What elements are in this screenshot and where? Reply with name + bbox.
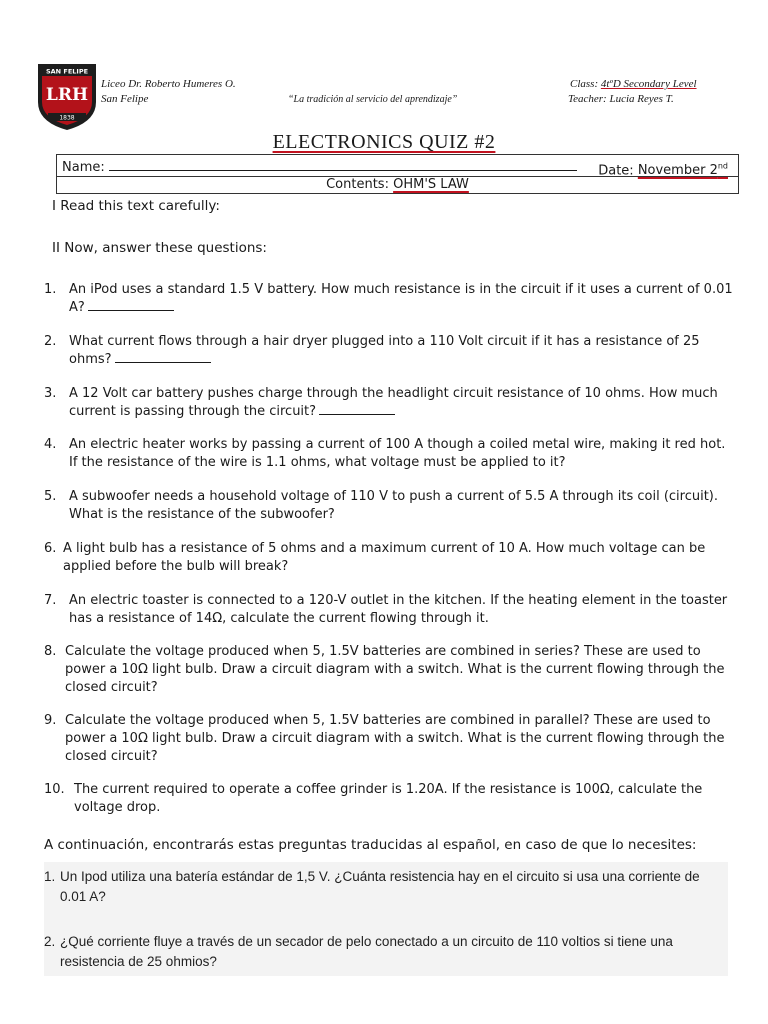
name-blank[interactable] — [109, 158, 577, 171]
question-6 — [44, 540, 734, 576]
quiz-title: ELECTRONICS QUIZ #2 — [272, 131, 496, 153]
student-info-box — [56, 154, 739, 194]
question-text: A 12 Volt car battery pushes charge through the headlight circuit resistance of 10 ohms. How much current is passing through the circuit? — [69, 386, 718, 419]
question-text: Un Ipod utiliza una batería estándar de 1,5 V. ¿Cuánta resistencia hay en el circuito si usa una corriente de 0.01 A? — [60, 869, 700, 904]
question-1 — [44, 281, 734, 317]
school-crest-logo — [36, 62, 98, 132]
question-text: An iPod uses a standard 1.5 V battery. How much resistance is in the circuit if it uses a current of 0.01 A? — [69, 282, 733, 315]
answer-blank[interactable] — [319, 403, 395, 415]
question-number: 4. — [44, 437, 57, 452]
class-label: Class: — [570, 78, 601, 90]
crest-letters: LRH — [45, 85, 89, 105]
question-number: 2. — [44, 934, 56, 949]
question-7 — [44, 592, 734, 628]
section-read-text: I Read this text carefully: — [52, 198, 220, 214]
question-8 — [44, 643, 734, 697]
question-number: 6. — [44, 541, 57, 556]
crest-top-text: SAN FELIPE — [45, 67, 89, 76]
question-text: An electric heater works by passing a current of 100 A though a coiled metal wire, making it red hot. If the resistance of the wire is 1.1 ohms, what voltage must be applied to it? — [69, 437, 726, 470]
question-text: The current required to operate a coffee grinder is 1.20A. If the resistance is 100Ω, calculate the voltage drop. — [74, 782, 703, 815]
question-text: An electric toaster is connected to a 120-V outlet in the kitchen. If the heating element in the toaster has a resistance of 14Ω, calculate the current flowing through it. — [69, 593, 728, 626]
question-5 — [44, 488, 734, 524]
date-label: Date: — [598, 163, 634, 179]
school-name: Liceo Dr. Roberto Humeres O. — [101, 78, 236, 90]
question-number: 10. — [44, 782, 65, 797]
spanish-intro: A continuación, encontrarás estas preguntas traducidas al español, en caso de que lo necesites: — [44, 837, 697, 853]
question-number: 9. — [44, 713, 57, 728]
contents-row — [57, 176, 738, 193]
contents-label: Contents: — [326, 177, 389, 192]
question-4 — [44, 436, 734, 472]
question-text: Calculate the voltage produced when 5, 1.5V batteries are combined in series? These are used to power a 10Ω light bulb. Draw a circuit diagram with a switch. What is the current flowing through the closed circuit? — [65, 644, 725, 695]
question-number: 3. — [44, 386, 57, 401]
question-number: 5. — [44, 489, 57, 504]
question-text: A subwoofer needs a household voltage of 110 V to push a current of 5.5 A through its coil (circuit). What is the resistance of the subwoofer? — [69, 489, 719, 522]
question-text: A light bulb has a resistance of 5 ohms and a maximum current of 10 A. How much voltage can be applied before the bulb will break? — [63, 541, 706, 574]
question-number: 7. — [44, 593, 57, 608]
teacher-name: Teacher: Lucia Reyes T. — [568, 93, 674, 105]
name-label: Name: — [62, 160, 105, 175]
question-text: ¿Qué corriente fluye a través de un secador de pelo conectado a un circuito de 110 voltios si tiene una resistencia de 25 ohmios? — [60, 934, 673, 969]
date-suffix: nd — [717, 162, 728, 171]
question-3 — [44, 385, 734, 421]
question-number: 1. — [44, 869, 56, 884]
contents-value: OHM'S LAW — [393, 177, 469, 192]
class-value: 4tºD Secondary Level — [600, 78, 697, 90]
question-text: What current flows through a hair dryer plugged into a 110 Volt circuit if it has a resistance of 25 ohms? — [69, 334, 700, 367]
question-text: Calculate the voltage produced when 5, 1.5V batteries are combined in parallel? These are used to power a 10Ω light bulb. Draw a circuit diagram with a switch. What is the current flowing through the closed circuit? — [65, 713, 725, 764]
crest-year: 1838 — [59, 114, 75, 122]
quiz-title-wrap — [0, 131, 768, 154]
class-info — [570, 77, 697, 92]
answer-blank[interactable] — [88, 299, 174, 311]
answer-blank[interactable] — [115, 351, 211, 363]
question-9 — [44, 712, 734, 766]
question-number: 2. — [44, 334, 57, 349]
school-city: San Felipe — [101, 93, 149, 105]
question-10 — [44, 781, 734, 817]
spanish-question-1 — [44, 867, 728, 907]
name-date-row — [62, 158, 733, 179]
date-value: November 2nd — [637, 162, 728, 179]
question-2 — [44, 333, 734, 369]
question-number: 8. — [44, 644, 57, 659]
section-answer-questions: II Now, answer these questions: — [52, 240, 267, 256]
question-number: 1. — [44, 282, 57, 297]
school-motto: “La tradición al servicio del aprendizaje” — [288, 94, 458, 105]
spanish-question-2 — [44, 932, 728, 972]
